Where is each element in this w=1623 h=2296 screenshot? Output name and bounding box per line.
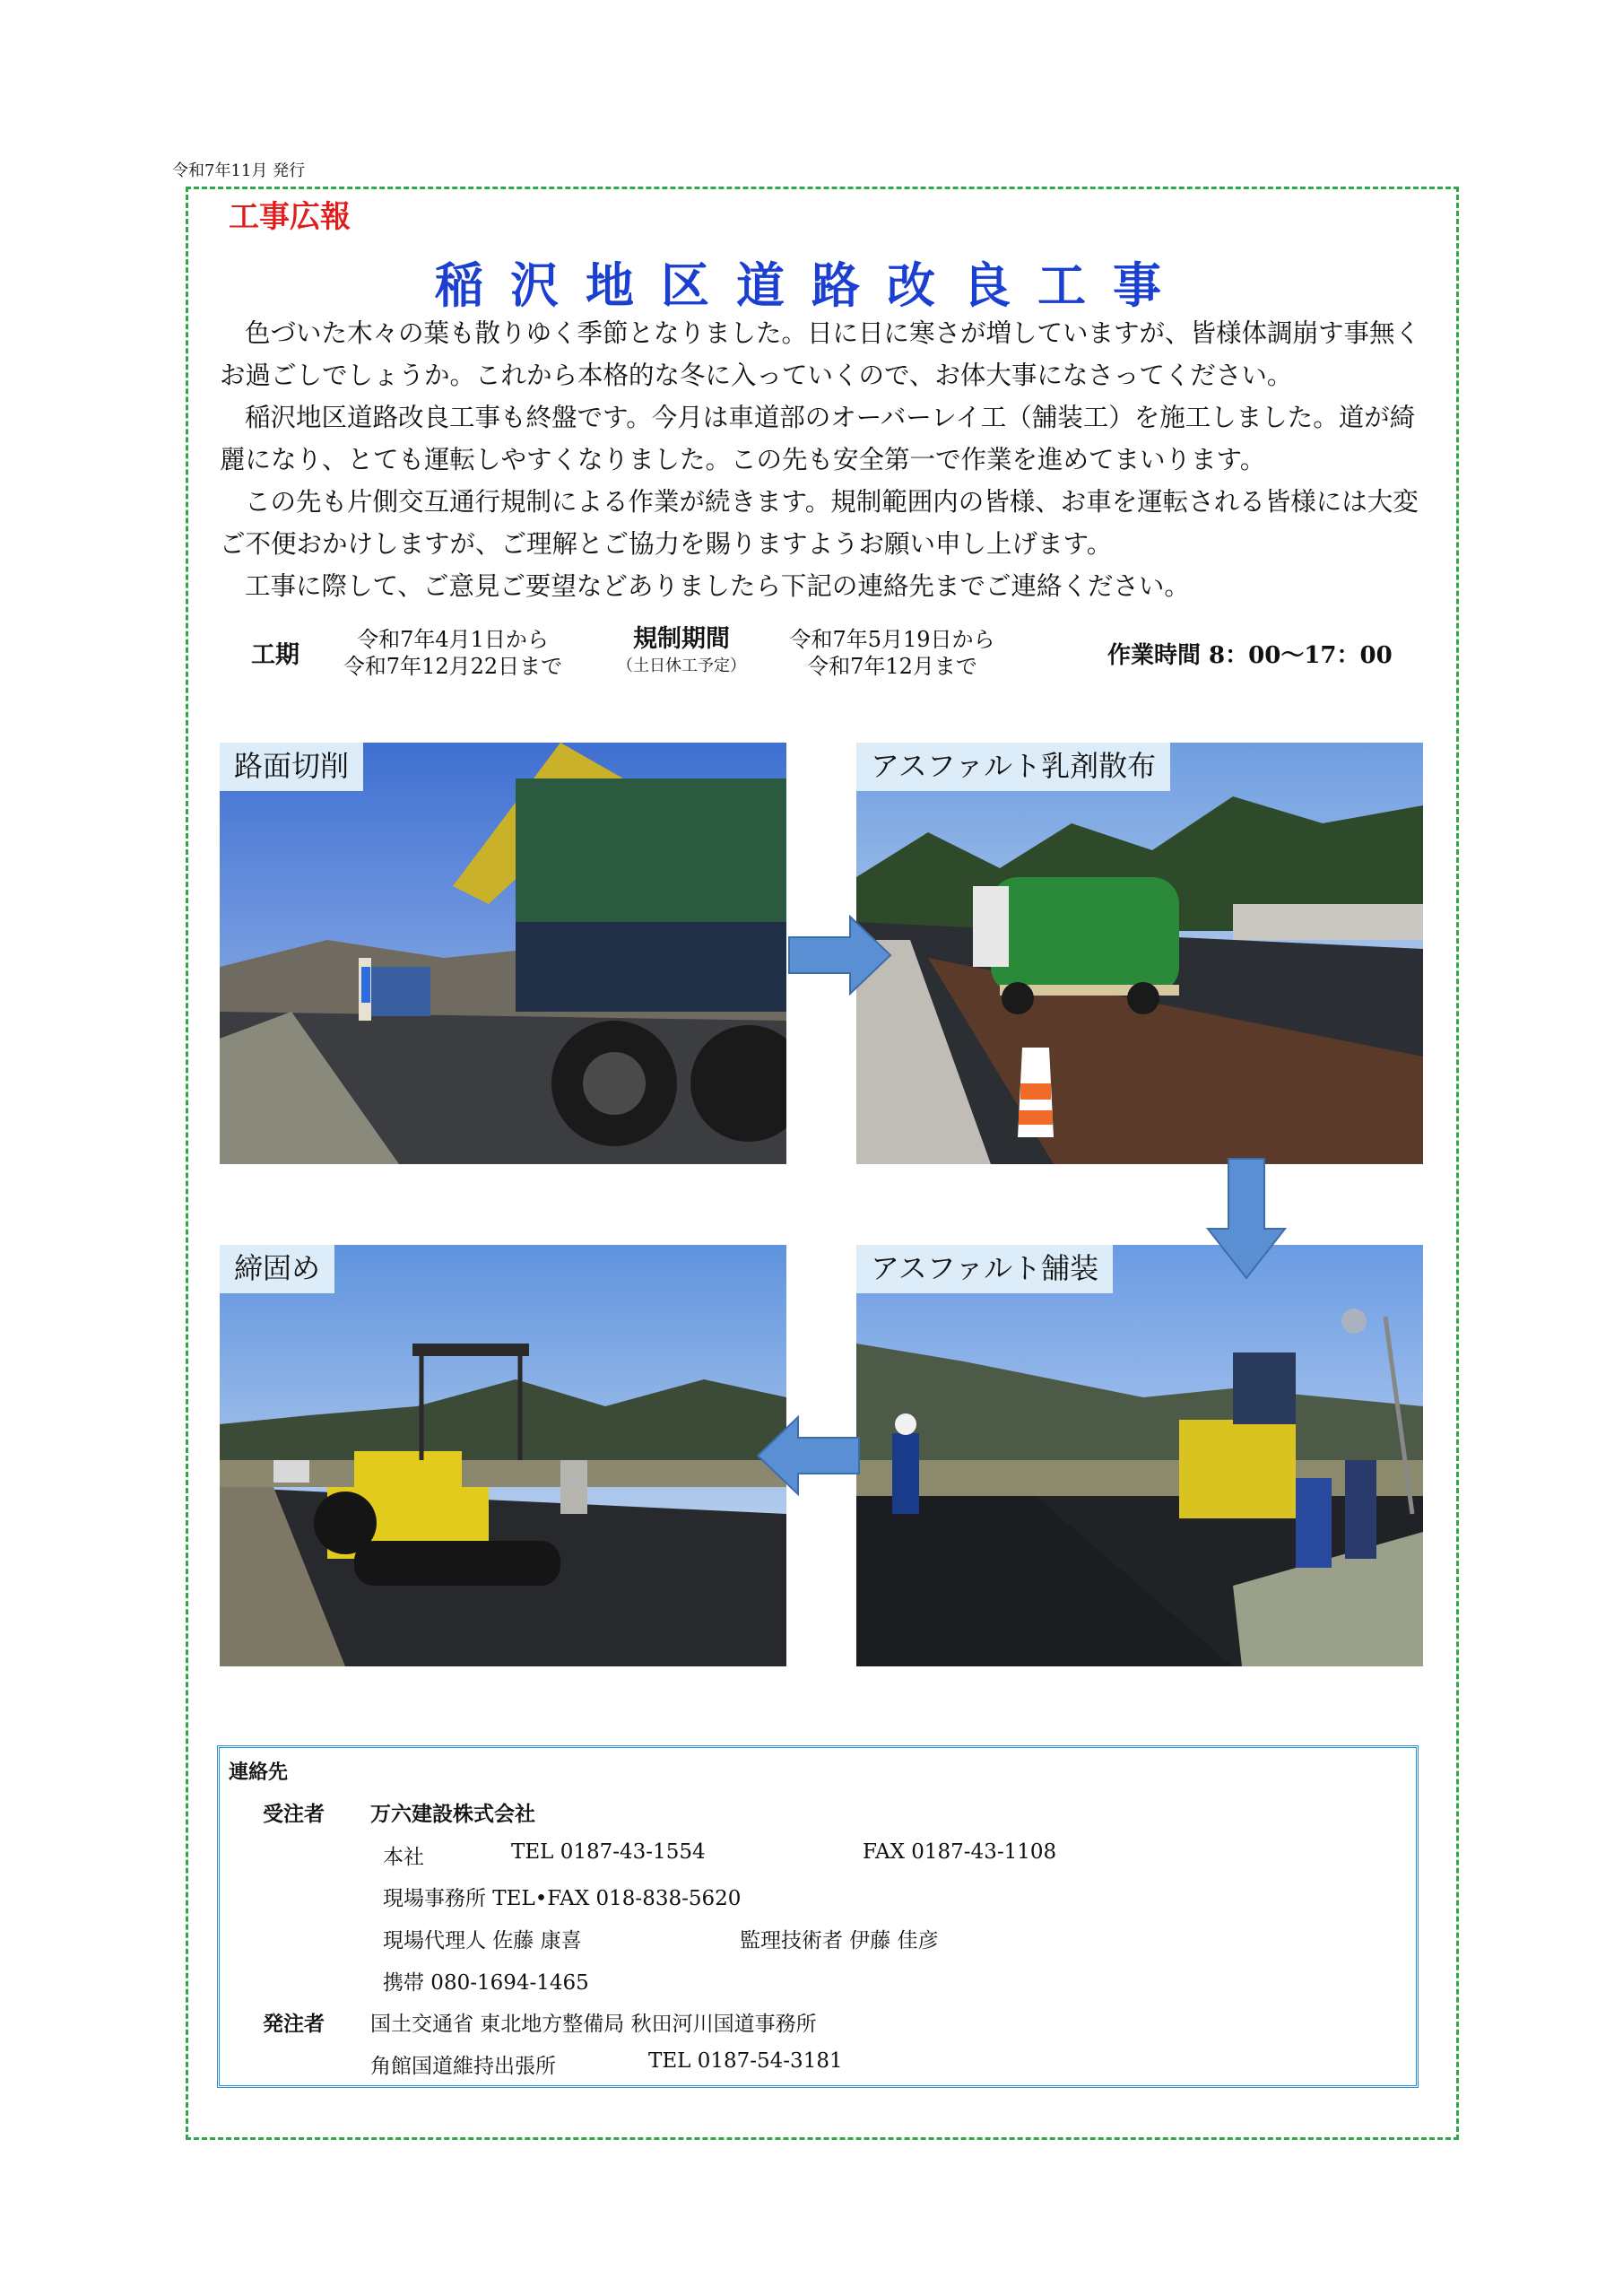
client-label: 発注者: [263, 2012, 325, 2036]
paragraph: 工事に際して、ご意見ご要望などありましたら下記の連絡先までご連絡ください。: [245, 571, 1190, 601]
hq-tel: TEL 0187-43-1554: [511, 1840, 706, 1864]
caption-asphalt-paving: アスファルト舗装: [856, 1245, 1113, 1293]
branch-tel: TEL 0187-54-3181: [648, 2049, 843, 2073]
mobile: 携帯 080-1694-1465: [383, 1971, 589, 1995]
site-agent: 現場代理人 佐藤 康喜: [383, 1929, 582, 1952]
hq-label: 本社: [383, 1846, 424, 1869]
regulation-label-group: [592, 626, 771, 680]
regulation-label: 規制期間: [633, 625, 730, 653]
contractor-label: 受注者: [263, 1802, 325, 1826]
regulation-dates: [780, 626, 1004, 680]
photo-road-cutting: [220, 743, 786, 1164]
period-start: 令和7年4月1日から: [357, 627, 549, 652]
period-dates: [332, 626, 574, 680]
arrow-right-icon: [787, 915, 895, 996]
contractor-name: 万六建設株式会社: [370, 1802, 535, 1826]
asphalt-paving-image: [856, 1245, 1423, 1666]
caption-emulsion-spraying: アスファルト乳剤散布: [856, 743, 1170, 791]
page-title: 稲沢地区道路改良工事: [435, 257, 1188, 314]
photo-emulsion-spraying: [856, 743, 1423, 1164]
site-office: 現場事務所 TEL•FAX 018-838-5620: [383, 1887, 742, 1910]
arrow-left-icon: [753, 1415, 861, 1496]
notice-body: [220, 312, 1430, 607]
paragraph: この先も片側交互通行規制による作業が続きます。規制範囲内の皆様、お車を運転される皆様には大変ご不便おかけしますが、ご理解とご協力を賜りますようお願い申し上げます。: [220, 487, 1419, 559]
period-end: 令和7年12月22日まで: [343, 654, 563, 679]
supervisor: 監理技術者 伊藤 佳彦: [740, 1929, 939, 1952]
schedule-row: [0, 626, 1623, 698]
caption-road-cutting: 路面切削: [220, 743, 363, 791]
paragraph: 稲沢地区道路改良工事も終盤です。今月は車道部のオーバーレイ工（舗装工）を施工しました。道が綺麗になり、とても運転しやすくなりました。この先も安全第一で作業を進めてまいります。: [220, 403, 1416, 474]
photo-compaction: [220, 1245, 786, 1666]
kicker-label: 工事広報: [229, 199, 351, 235]
regulation-end: 令和7年12月まで: [807, 654, 977, 679]
regulation-start: 令和7年5月19日から: [789, 627, 995, 652]
compaction-image: [220, 1245, 786, 1666]
emulsion-spraying-image: [856, 743, 1423, 1164]
regulation-note: （土日休工予定）: [617, 657, 746, 675]
paragraph: 色づいた木々の葉も散りゆく季節となりました。日に日に寒さが増していますが、皆様体調崩す事無くお過ごしでしょうか。これから本格的な冬に入っていくので、お体大事になさってください。: [220, 318, 1421, 390]
branch-office: 角館国道維持出張所: [370, 2055, 556, 2078]
contact-box: [217, 1745, 1419, 2088]
issue-date: 令和7年11月 発行: [172, 161, 306, 180]
hq-fax: FAX 0187-43-1108: [863, 1840, 1057, 1864]
work-hours: 作業時間 8：00～17：00: [1107, 642, 1393, 669]
period-label: 工期: [251, 641, 299, 669]
client-name: 国土交通省 東北地方整備局 秋田河川国道事務所: [370, 2013, 817, 2036]
caption-compaction: 締固め: [220, 1245, 334, 1293]
road-cutting-image: [220, 743, 786, 1164]
contact-heading: 連絡先: [229, 1761, 289, 1784]
arrow-down-icon: [1206, 1157, 1287, 1283]
photo-asphalt-paving: [856, 1245, 1423, 1666]
